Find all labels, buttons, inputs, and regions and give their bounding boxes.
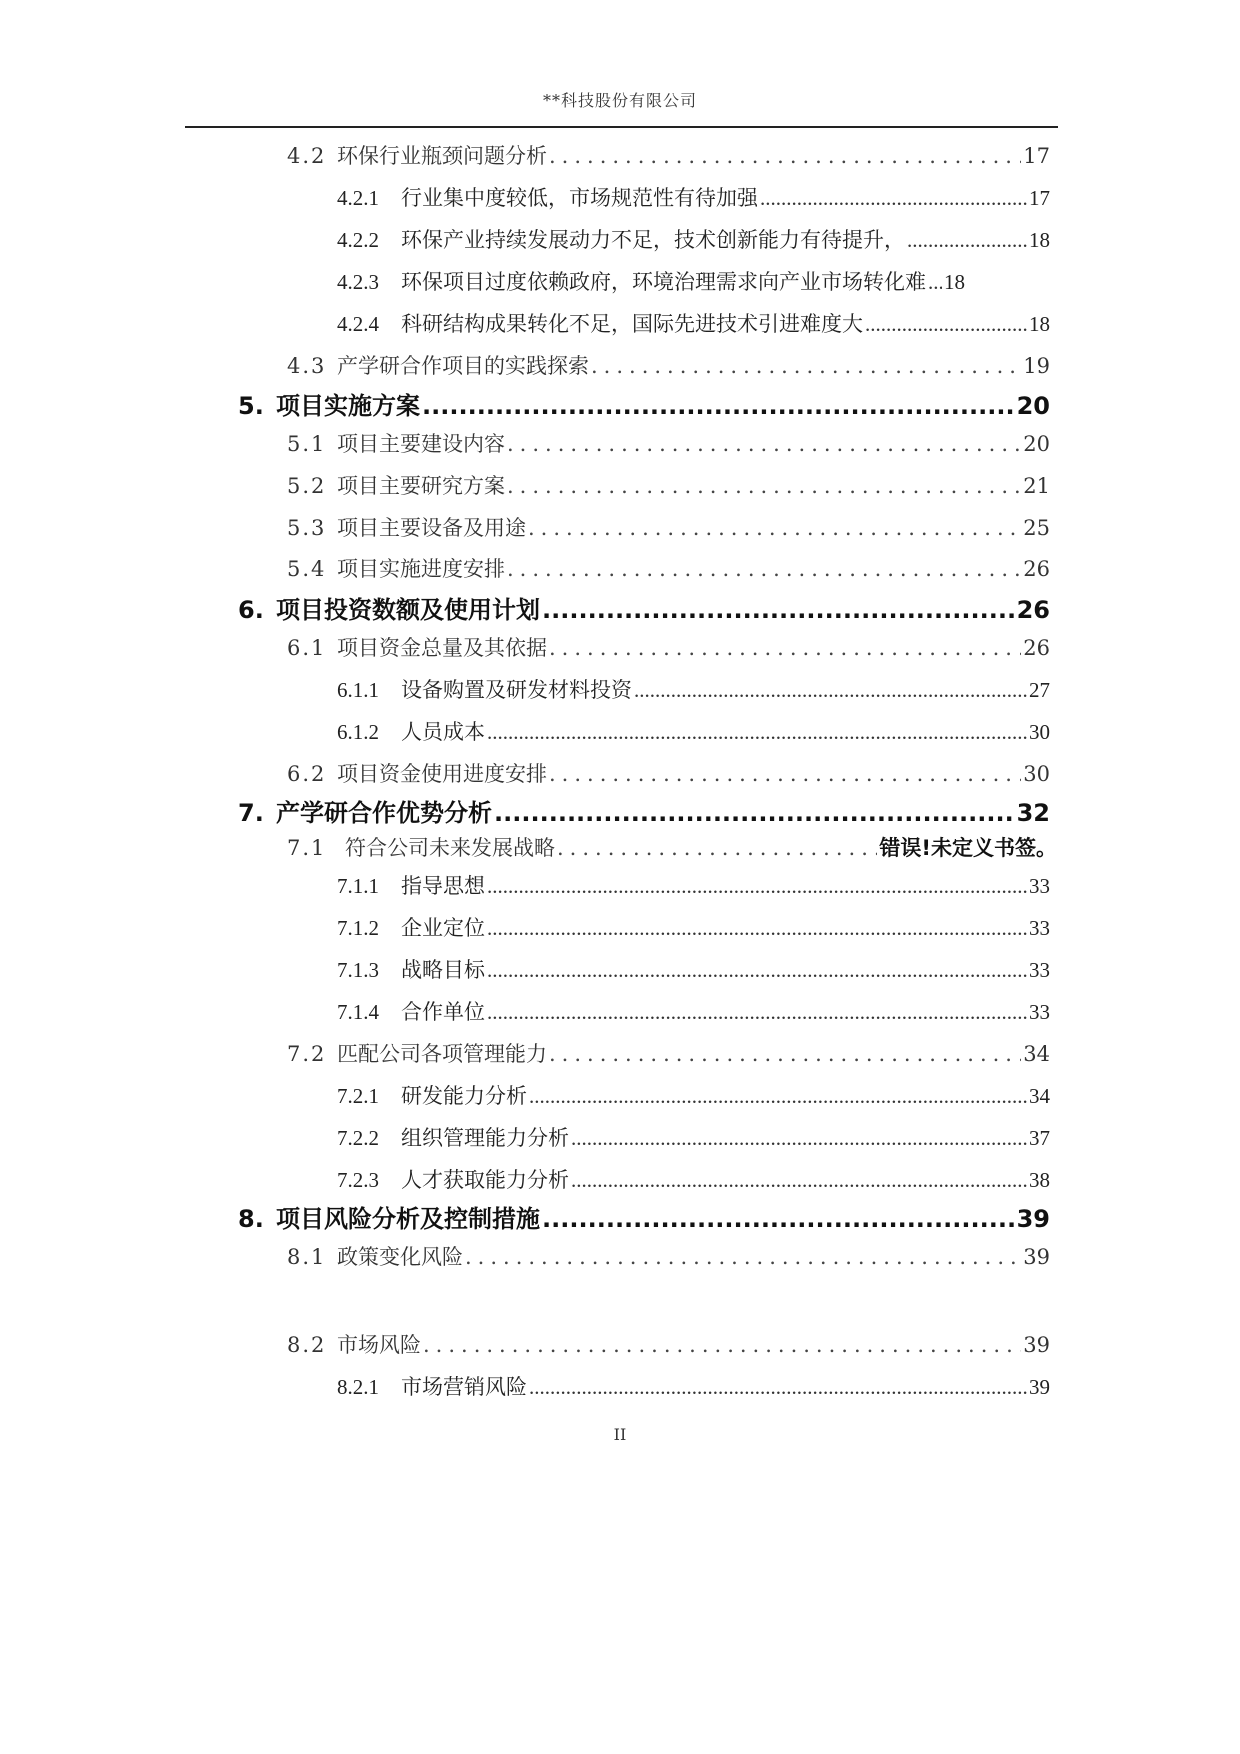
toc-title: 政策变化风险 bbox=[337, 1245, 463, 1269]
toc-number: 7.1 bbox=[287, 836, 327, 860]
toc-chapter-6[interactable] bbox=[238, 590, 1050, 625]
toc-title: 环保项目过度依赖政府，环境治理需求向产业市场转化难 bbox=[401, 270, 926, 294]
toc-page: 38 bbox=[1029, 1168, 1050, 1192]
toc-entry-5-4[interactable] bbox=[287, 553, 1050, 583]
toc-leader bbox=[557, 836, 877, 860]
toc-entry-7-1-1[interactable] bbox=[337, 870, 1050, 900]
toc-number: 7.1.2 bbox=[337, 916, 379, 940]
toc-number: 6. bbox=[238, 596, 264, 624]
toc-title: 项目投资数额及使用计划 bbox=[276, 596, 540, 624]
toc-title: 项目主要建设内容 bbox=[337, 432, 505, 456]
toc-leader bbox=[494, 799, 1015, 827]
toc-page: 17 bbox=[1029, 186, 1050, 210]
toc-title: 企业定位 bbox=[401, 916, 485, 940]
toc-title: 行业集中度较低，市场规范性有待加强 bbox=[401, 186, 758, 210]
toc-leader bbox=[507, 474, 1021, 498]
toc-title: 市场风险 bbox=[337, 1333, 421, 1357]
toc-chapter-7[interactable] bbox=[238, 793, 1050, 828]
toc-number: 5.3 bbox=[287, 516, 327, 540]
toc-number: 6.1 bbox=[287, 636, 327, 660]
toc-leader bbox=[528, 516, 1021, 540]
header-divider bbox=[185, 126, 1058, 128]
toc-title: 指导思想 bbox=[401, 874, 485, 898]
toc-number: 6.1.1 bbox=[337, 678, 379, 702]
toc-title: 匹配公司各项管理能力 bbox=[337, 1042, 547, 1066]
toc-number: 8. bbox=[238, 1205, 264, 1233]
toc-number: 8.2.1 bbox=[337, 1375, 379, 1399]
toc-number: 4.2.1 bbox=[337, 186, 379, 210]
toc-leader bbox=[549, 762, 1021, 786]
toc-page: 18 bbox=[944, 270, 965, 294]
toc-number: 5.4 bbox=[287, 557, 327, 581]
toc-entry-5-1[interactable] bbox=[287, 428, 1050, 458]
toc-title: 设备购置及研发材料投资 bbox=[401, 678, 632, 702]
toc-entry-7-2-1[interactable] bbox=[337, 1080, 1050, 1110]
toc-page: 34 bbox=[1023, 1042, 1050, 1066]
toc-entry-5-3[interactable] bbox=[287, 512, 1050, 542]
toc-entry-4-3[interactable] bbox=[287, 350, 1050, 380]
toc-title: 产学研合作优势分析 bbox=[276, 799, 492, 827]
toc-entry-8-2[interactable] bbox=[287, 1329, 1050, 1359]
toc-title: 人员成本 bbox=[401, 720, 485, 744]
toc-leader bbox=[465, 1245, 1021, 1269]
toc-leader bbox=[487, 874, 1027, 899]
toc-page: 18 bbox=[1029, 228, 1050, 252]
toc-page: 37 bbox=[1029, 1126, 1050, 1150]
toc-number: 5. bbox=[238, 392, 264, 420]
toc-number: 4.2.2 bbox=[337, 228, 379, 252]
toc-title: 项目资金总量及其依据 bbox=[337, 636, 547, 660]
toc-title: 环保产业持续发展动力不足，技术创新能力有待提升， bbox=[401, 228, 905, 252]
toc-leader bbox=[542, 1205, 1015, 1233]
toc-number: 8.1 bbox=[287, 1245, 327, 1269]
toc-page: 33 bbox=[1029, 916, 1050, 940]
toc-leader bbox=[487, 916, 1027, 941]
toc-page: 39 bbox=[1029, 1375, 1050, 1399]
toc-page: 39 bbox=[1023, 1245, 1050, 1269]
toc-page: 39 bbox=[1016, 1205, 1050, 1233]
toc-entry-4-2-4[interactable] bbox=[337, 308, 1050, 338]
toc-title: 符合公司未来发展战略 bbox=[345, 836, 555, 860]
toc-page: 30 bbox=[1029, 720, 1050, 744]
toc-leader bbox=[487, 958, 1027, 983]
toc-chapter-5[interactable] bbox=[238, 386, 1050, 421]
toc-entry-7-2-3[interactable] bbox=[337, 1164, 1050, 1194]
toc-title: 项目风险分析及控制措施 bbox=[276, 1205, 540, 1233]
toc-title: 市场营销风险 bbox=[401, 1375, 527, 1399]
toc-number: 4.3 bbox=[287, 354, 327, 378]
toc-title: 项目主要研究方案 bbox=[337, 474, 505, 498]
toc-entry-7-1[interactable] bbox=[287, 832, 1057, 862]
toc-chapter-8[interactable] bbox=[238, 1199, 1050, 1234]
toc-number: 4.2.3 bbox=[337, 270, 379, 294]
toc-leader bbox=[571, 1168, 1027, 1193]
toc-number: 7.2.1 bbox=[337, 1084, 379, 1108]
toc-page: 20 bbox=[1023, 432, 1050, 456]
toc-page: 26 bbox=[1023, 636, 1050, 660]
toc-title: 项目主要设备及用途 bbox=[337, 516, 526, 540]
toc-entry-6-1-2[interactable] bbox=[337, 716, 1050, 746]
toc-page: 17 bbox=[1023, 144, 1050, 168]
toc-page: 18 bbox=[1029, 312, 1050, 336]
toc-number: 5.1 bbox=[287, 432, 327, 456]
toc-entry-6-1[interactable] bbox=[287, 632, 1050, 662]
toc-number: 6.2 bbox=[287, 762, 327, 786]
toc-entry-7-2[interactable] bbox=[287, 1038, 1050, 1068]
toc-leader bbox=[549, 144, 1021, 168]
toc-number: 7.1.1 bbox=[337, 874, 379, 898]
toc-title: 项目实施进度安排 bbox=[337, 557, 505, 581]
toc-entry-5-2[interactable] bbox=[287, 470, 1050, 500]
toc-number: 7.1.3 bbox=[337, 958, 379, 982]
toc-number: 7.2.3 bbox=[337, 1168, 379, 1192]
toc-entry-6-2[interactable] bbox=[287, 758, 1050, 788]
toc-page: 34 bbox=[1029, 1084, 1050, 1108]
toc-page: 33 bbox=[1029, 874, 1050, 898]
toc-entry-8-1[interactable] bbox=[287, 1241, 1050, 1271]
toc-page: 33 bbox=[1029, 958, 1050, 982]
toc-entry-8-2-1[interactable] bbox=[337, 1371, 1050, 1401]
toc-page: 32 bbox=[1016, 799, 1050, 827]
toc-title: 合作单位 bbox=[401, 1000, 485, 1024]
toc-leader bbox=[507, 557, 1021, 581]
toc-title: 战略目标 bbox=[401, 958, 485, 982]
toc-leader bbox=[487, 1000, 1027, 1025]
toc-entry-4-2[interactable] bbox=[287, 140, 1050, 170]
toc-number: 8.2 bbox=[287, 1333, 327, 1357]
toc-entry-4-2-2[interactable] bbox=[337, 224, 1050, 254]
toc-leader bbox=[549, 636, 1021, 660]
toc-page: 33 bbox=[1029, 1000, 1050, 1024]
toc-entry-7-1-2[interactable] bbox=[337, 912, 1050, 942]
toc-leader bbox=[591, 354, 1021, 378]
toc-title: 项目实施方案 bbox=[276, 392, 420, 420]
toc-entry-7-1-4[interactable] bbox=[337, 996, 1050, 1026]
toc-entry-7-1-3[interactable] bbox=[337, 954, 1050, 984]
toc-number: 4.2 bbox=[287, 144, 327, 168]
toc-title: 研发能力分析 bbox=[401, 1084, 527, 1108]
page-number-marker: II bbox=[613, 1425, 627, 1444]
toc-number: 7. bbox=[238, 799, 264, 827]
toc-entry-4-2-3[interactable] bbox=[337, 266, 1064, 296]
toc-leader bbox=[571, 1126, 1027, 1151]
toc-number: 7.2 bbox=[287, 1042, 327, 1066]
toc-number: 5.2 bbox=[287, 474, 327, 498]
toc-page-error: 错误!未定义书签。 bbox=[879, 836, 1057, 860]
toc-number: 6.1.2 bbox=[337, 720, 379, 744]
toc-leader bbox=[549, 1042, 1021, 1066]
toc-leader bbox=[865, 312, 1027, 337]
page-header: **科技股份有限公司 bbox=[542, 91, 697, 110]
toc-leader bbox=[529, 1375, 1027, 1400]
toc-page: 26 bbox=[1023, 557, 1050, 581]
toc-title: 环保行业瓶颈问题分析 bbox=[337, 144, 547, 168]
toc-page: 20 bbox=[1016, 392, 1050, 420]
toc-number: 7.1.4 bbox=[337, 1000, 379, 1024]
toc-title: 科研结构成果转化不足，国际先进技术引进难度大 bbox=[401, 312, 863, 336]
toc-leader bbox=[529, 1084, 1027, 1109]
toc-page: 39 bbox=[1023, 1333, 1050, 1357]
toc-leader bbox=[760, 186, 1027, 211]
toc-entry-6-1-1[interactable] bbox=[337, 674, 1050, 704]
toc-entry-4-2-1[interactable] bbox=[337, 182, 1050, 212]
toc-leader bbox=[907, 228, 1027, 253]
toc-title: 产学研合作项目的实践探索 bbox=[337, 354, 589, 378]
toc-title: 项目资金使用进度安排 bbox=[337, 762, 547, 786]
toc-page: 19 bbox=[1023, 354, 1050, 378]
toc-leader bbox=[423, 1333, 1021, 1357]
toc-page: 27 bbox=[1029, 678, 1050, 702]
toc-page: 21 bbox=[1023, 474, 1050, 498]
toc-entry-7-2-2[interactable] bbox=[337, 1122, 1050, 1152]
toc-leader bbox=[634, 678, 1027, 703]
toc-number: 7.2.2 bbox=[337, 1126, 379, 1150]
toc-title: 人才获取能力分析 bbox=[401, 1168, 569, 1192]
toc-page: 25 bbox=[1023, 516, 1050, 540]
toc-leader bbox=[507, 432, 1021, 456]
toc-number: 4.2.4 bbox=[337, 312, 379, 336]
toc-leader bbox=[928, 270, 942, 295]
toc-page: 30 bbox=[1023, 762, 1050, 786]
toc-leader bbox=[487, 720, 1027, 745]
toc-leader bbox=[422, 392, 1015, 420]
toc-leader bbox=[542, 596, 1015, 624]
toc-title: 组织管理能力分析 bbox=[401, 1126, 569, 1150]
toc-page: 26 bbox=[1016, 596, 1050, 624]
